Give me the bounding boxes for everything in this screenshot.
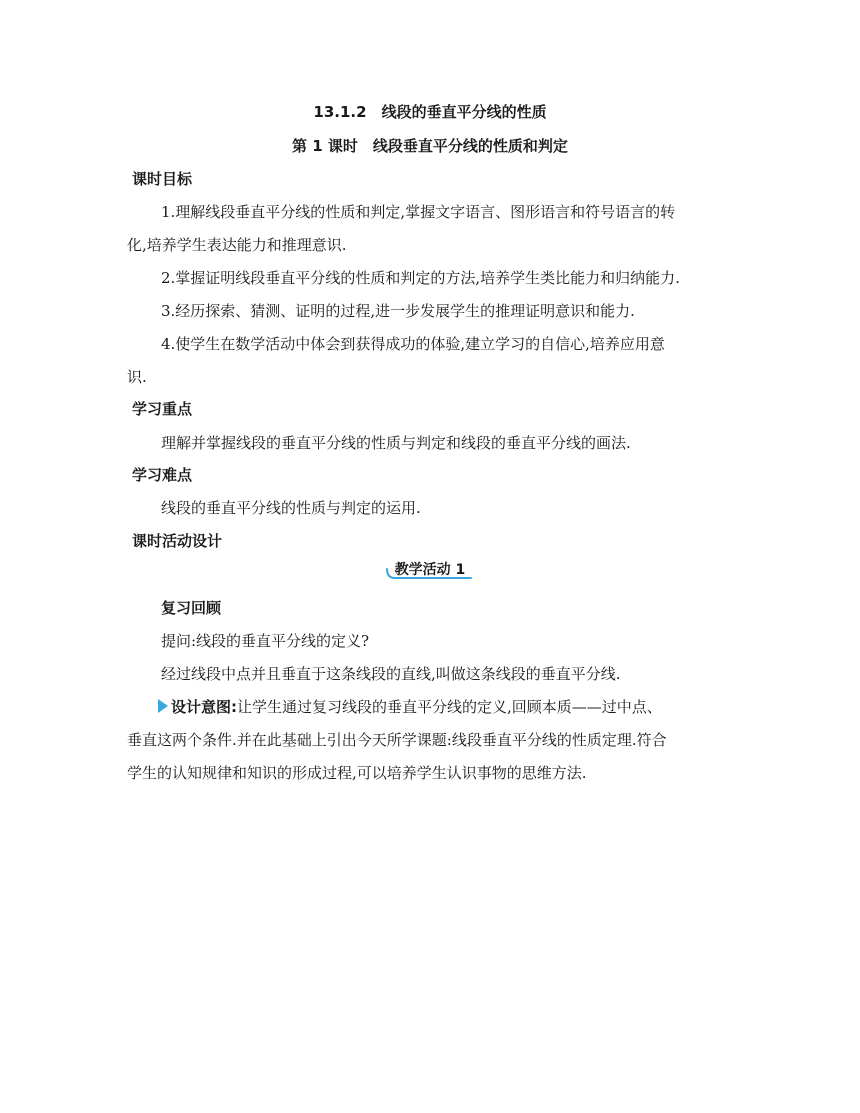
objective-4-line-2: 识. [127,368,147,386]
difficulties-text: 线段的垂直平分线的性质与判定的运用. [161,499,421,517]
activity-badge-label: 教学活动 1 [394,562,466,578]
triangle-marker-icon [158,699,168,713]
objectives-heading: 课时目标 [132,170,193,188]
activity-badge [385,557,475,581]
objective-2: 2.掌握证明线段垂直平分线的性质和判定的方法,培养学生类比能力和归纳能力. [161,269,680,287]
objective-1-line-1: 1.理解线段垂直平分线的性质和判定,掌握文字语言、图形语言和符号语言的转 [161,203,676,221]
design-intent-line-2: 垂直这两个条件.并在此基础上引出今天所学课题:线段垂直平分线的性质定理.符合 [127,731,667,749]
difficulties-heading: 学习难点 [132,466,193,484]
objective-4-line-1: 4.使学生在数学活动中体会到获得成功的体验,建立学习的自信心,培养应用意 [161,335,665,353]
design-intent-line-3: 学生的认知规律和知识的形成过程,可以培养学生认识事物的思维方法. [127,764,587,782]
design-intent-text-1: 让学生通过复习线段的垂直平分线的定义,回顾本质——过中点、 [237,698,662,716]
key-points-text: 理解并掌握线段的垂直平分线的性质与判定和线段的垂直平分线的画法. [161,434,631,452]
section-title: 13.1.2 线段的垂直平分线的性质 [313,103,547,121]
objective-3: 3.经历探索、猜测、证明的过程,进一步发展学生的推理证明意识和能力. [161,302,635,320]
review-answer: 经过线段中点并且垂直于这条线段的直线,叫做这条线段的垂直平分线. [161,665,621,683]
objective-1-line-2: 化,培养学生表达能力和推理意识. [127,236,347,254]
design-intent-label: 设计意图: [171,698,237,716]
design-intent-line-1 [158,696,662,717]
review-question: 提问:线段的垂直平分线的定义? [161,632,370,650]
activity-design-heading: 课时活动设计 [132,532,223,550]
lesson-title: 第 1 课时 线段垂直平分线的性质和判定 [292,137,568,155]
review-heading: 复习回顾 [161,599,222,617]
key-points-heading: 学习重点 [132,400,193,418]
